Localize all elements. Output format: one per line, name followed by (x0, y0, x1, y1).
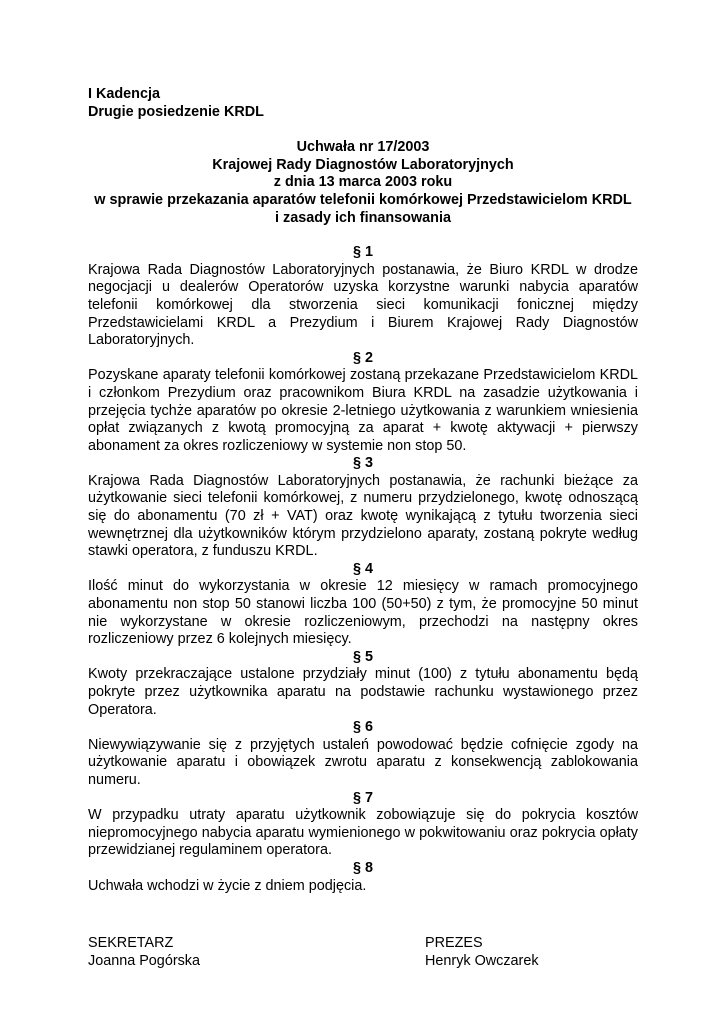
paragraph (88, 455, 638, 561)
issuing-body: Krajowej Rady Diagnostów Laboratoryjnych (212, 156, 514, 173)
paragraph (88, 350, 638, 456)
resolution-subject: w sprawie przekazania aparatów telefonii komórkowej Przedstawicielom KRDL (94, 191, 632, 208)
president-name: Henryk Owczarek (425, 952, 539, 969)
paragraph-sign: § 5 (352, 648, 373, 665)
paragraph-sign: § 8 (352, 859, 373, 876)
secretary-name: Joanna Pogórska (88, 952, 201, 969)
meeting-label: Drugie posiedzenie KRDL (88, 103, 264, 120)
secretary-role: SEKRETARZ (88, 935, 174, 952)
paragraph (88, 649, 638, 719)
paragraph-sign: § 7 (352, 789, 373, 806)
resolution-body (88, 244, 638, 895)
secretary-signature (88, 935, 298, 970)
paragraph-sign: § 1 (352, 244, 373, 261)
paragraph-text: Krajowa Rada Diagnostów Laboratoryjnych postanawia, że rachunki bieżące za użytkowanie sieci telefonii komórkowej, z numeru przydzielonego, kwotę odnoszącą się do abonamentu (70 zł + VAT) oraz kwotę wynikającą z tytułu tworzenia sieci wewnętrznej dla użytkowników którym przydzielono aparaty, zostaną pokryte według stawki operatora, z funduszu KRDL. (88, 472, 638, 560)
paragraph-sign: § 6 (352, 719, 373, 736)
paragraph-text: Niewywiązywanie się z przyjętych ustaleń powodować będzie cofnięcie zgody na użytkowanie aparatu i obowiązek zwrotu aparatu z konsekwencją zablokowania numeru. (88, 736, 638, 788)
resolution-number: Uchwała nr 17/2003 (296, 139, 430, 156)
paragraph (88, 561, 638, 649)
paragraph (88, 244, 638, 350)
paragraph-sign: § 3 (352, 455, 373, 472)
paragraph-text: Krajowa Rada Diagnostów Laboratoryjnych postanawia, że Biuro KRDL w drodze negocjacji u dealerów Operatorów uzyska korzystne warunki nabycia aparatów telefonii komórkowej dla stworzenia sieci komunikacji fonicznej między Przedstawicielami KRDL a Prezydium i Biurem Krajowej Rady Diagnostów Laboratoryjnych. (88, 261, 638, 349)
paragraph-text: W przypadku utraty aparatu użytkownik zobowiązuje się do pokrycia kosztów niepromocyjnego nabycia aparatu wymienionego w pokwitowaniu oraz pokrycia opłaty przewidzianej regulaminem operatora. (88, 807, 638, 859)
paragraph (88, 860, 638, 895)
president-signature (425, 935, 595, 970)
signature-block (88, 935, 638, 970)
paragraph (88, 719, 638, 789)
resolution-subject-cont: i zasady ich finansowania (275, 209, 451, 226)
term-label: I Kadencja (88, 86, 160, 102)
document-page (88, 86, 638, 970)
resolution-date: z dnia 13 marca 2003 roku (273, 174, 453, 191)
president-role: PREZES (425, 935, 483, 952)
paragraph-text: Pozyskane aparaty telefonii komórkowej zostaną przekazane Przedstawicielom KRDL i członkom Prezydium oraz pracownikom Biura KRDL na zasadzie użytkowania i przejęcia tychże aparatów po okresie 2-letniego użytkowania z warunkiem wniesienia opłat związanych z kwotą promocyjną za aparat + kwotę aktywacji + pierwszy abonament za okres rozliczeniowy w systemie non stop 50. (88, 367, 638, 454)
paragraph-text: Ilość minut do wykorzystania w okresie 12 miesięcy w ramach promocyjnego abonamentu non stop 50 stanowi liczba 100 (50+50) z tym, że promocyjne 50 minut nie wykorzystane w okresie rozliczeniowym, przechodzi na następny okres rozliczeniowy przez 6 kolejnych miesięcy. (88, 578, 638, 648)
paragraph-text: Uchwała wchodzi w życie z dniem podjęcia. (88, 877, 367, 894)
resolution-title (88, 139, 638, 227)
paragraph-text: Kwoty przekraczające ustalone przydziały minut (100) z tytułu abonamentu będą pokryte przez użytkownika aparatu na podstawie rachunku wystawionego przez Operatora. (88, 666, 638, 718)
paragraph-sign: § 4 (352, 560, 373, 577)
paragraph (88, 790, 638, 860)
document-header (88, 86, 638, 121)
paragraph-sign: § 2 (352, 349, 373, 366)
